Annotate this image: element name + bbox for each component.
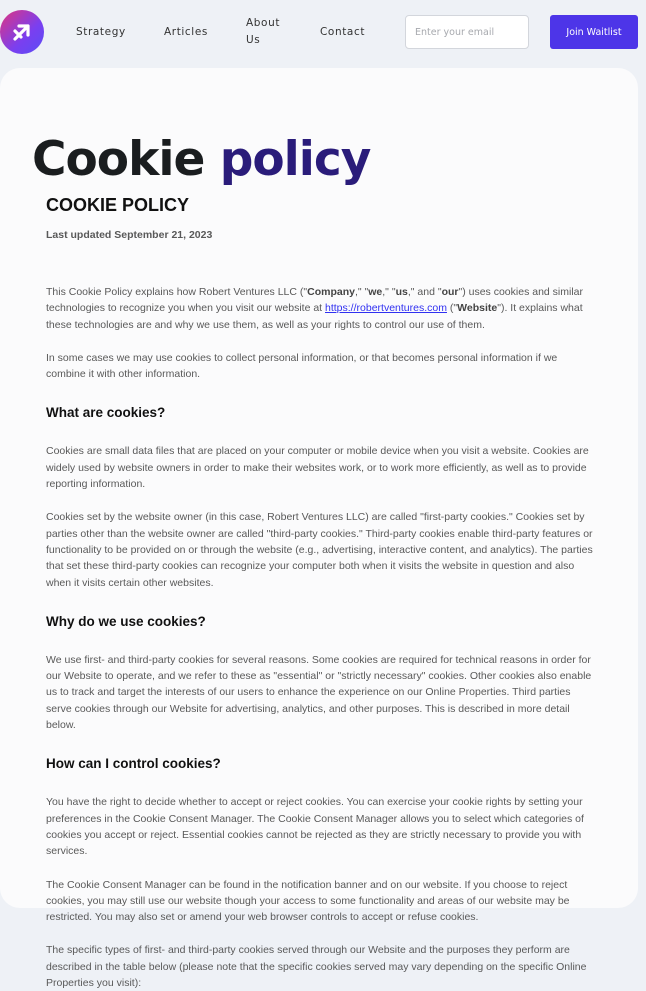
intro-text: ," and " [407, 286, 442, 298]
policy-card [0, 68, 638, 990]
section-heading-why: Why do we use cookies? [46, 613, 206, 629]
section-heading-what: What are cookies? [46, 405, 166, 421]
what-paragraph-2: Cookies set by the website owner (in this case, Robert Ventures LLC) are called "first-party cookies." Cookies set by parties other than the website owner are called "third-party cookies." Third-party cookies enable third-party features or functionality to be provided on or through the website (e.g., advertising, interactive content, and analytics). The parties that set these third-party cookies can recognize your computer both when it visits the website in question and also when it visits certain other websites. [46, 511, 593, 589]
website-link[interactable]: https://robertventures.com [325, 302, 447, 315]
page-title-accent: policy [219, 132, 371, 187]
waitlist-email-input[interactable] [405, 15, 529, 49]
intro-term-our: our [441, 286, 459, 298]
personal-info-paragraph: In some cases we may use cookies to collect personal information, or that becomes personal information if we combine it with other information. [46, 351, 558, 381]
nav-contact-link[interactable]: Contact [320, 26, 366, 38]
intro-text: (" [446, 302, 458, 315]
intro-text: "). It explains what these technologies are and why we use them, as well as your rights to control our use of them. [46, 302, 583, 331]
intro-text: ," " [354, 286, 369, 298]
why-paragraph-1: We use first- and third-party cookies for several reasons. Some cookies are required for technical reasons in order for our Website to operate, and we refer to these as "essential" or "strictly necessary" cookies. Other cookies also enable us to track and target the interests of our users to enhance the experience on our Online Properties. Third parties serve cookies through our Website for advertising, analytics, and other purposes. This is described in more detail below. [46, 653, 592, 732]
nav-strategy-link[interactable]: Strategy [76, 26, 126, 38]
nav-articles-link[interactable]: Articles [164, 26, 208, 38]
brand-logo[interactable] [0, 10, 44, 54]
control-paragraph-3: The specific types of first- and third-party cookies served through our Website and the purposes they perform are described in the table below (please note that the specific cookies served may vary depending on the specific Online Properties you visit): [46, 944, 587, 990]
last-updated-date: Last updated September 21, 2023 [46, 229, 213, 241]
top-nav-bar [0, 0, 646, 66]
intro-term-us: us [395, 286, 408, 298]
nav-about-link[interactable]: About Us [246, 17, 281, 46]
intro-term-company: Company [307, 286, 355, 298]
intro-term-website: Website [457, 302, 498, 315]
control-paragraph-1: You have the right to decide whether to accept or reject cookies. You can exercise your cookie rights by setting your preferences in the Cookie Consent Manager. The Cookie Consent Manager allows you to select which categories of cookies you accept or reject. Essential cookies cannot be rejected as they are strictly necessary to provide you with services. [46, 796, 584, 858]
page-title-main: Cookie [32, 132, 205, 187]
intro-text: ") uses cookies and similar technologies to recognize you when you visit our website at [46, 286, 584, 315]
control-paragraph-2: The Cookie Consent Manager can be found in the notification banner and on our website. If you choose to reject cookies, you may still use our website though your access to some functionality and areas of our website may be restricted. You may also set or amend your web browser controls to accept or refuse cookies. [46, 878, 570, 924]
what-paragraph-1: Cookies are small data files that are placed on your computer or mobile device when you visit a website. Cookies are widely used by website owners in order to make their websites work, or to work more efficiently, as well as to provide reporting information. [46, 445, 589, 491]
intro-paragraph [46, 284, 594, 333]
intro-text: This Cookie Policy explains how Robert Ventures LLC (" [46, 286, 308, 298]
policy-heading: COOKIE POLICY [46, 195, 190, 215]
intro-text: ," " [382, 286, 396, 298]
policy-content [46, 194, 594, 991]
join-waitlist-button[interactable]: Join Waitlist [550, 15, 638, 49]
arrow-logo-icon [9, 19, 35, 45]
page-title [32, 132, 370, 188]
intro-term-we: we [368, 286, 383, 298]
section-heading-control: How can I control cookies? [46, 756, 221, 772]
